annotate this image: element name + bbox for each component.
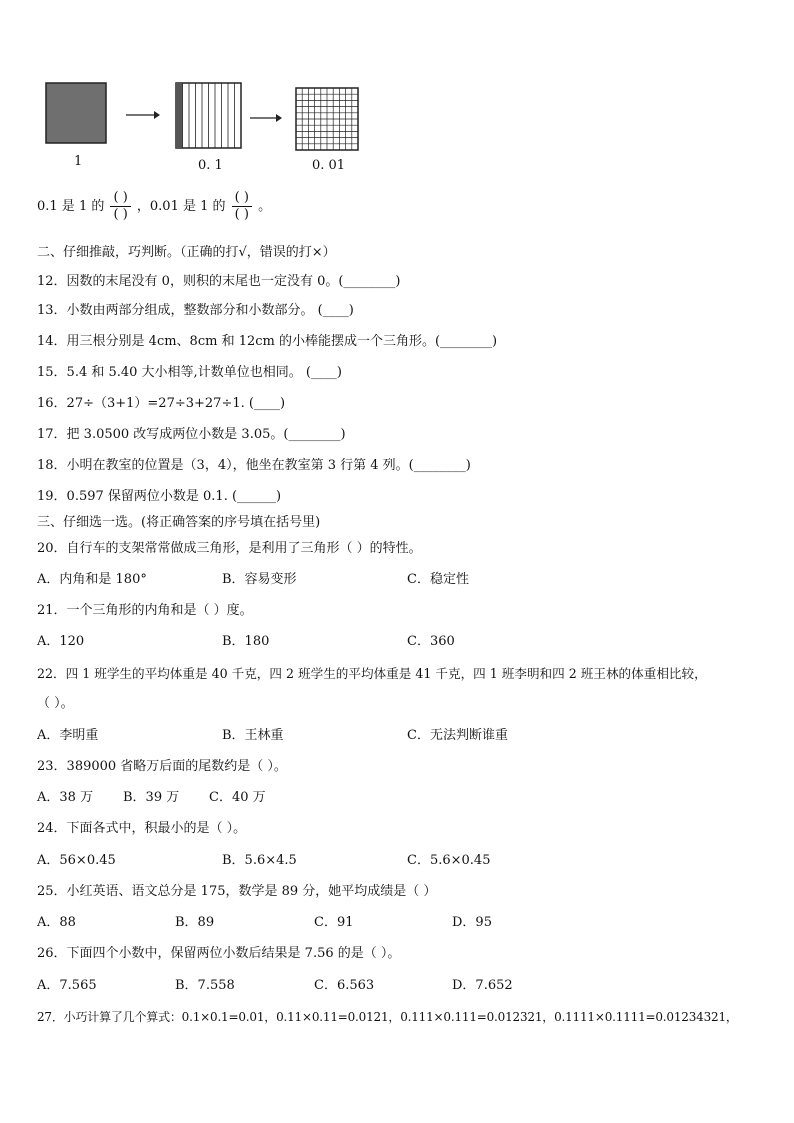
- option-a[interactable]: A．88: [37, 915, 76, 930]
- fraction-blank-1-denominator: ( ): [113, 207, 128, 222]
- question-23: 23．389000 省略万后面的尾数约是（ ）。: [37, 759, 287, 774]
- fraction-question-part2: ，0.01 是 1 的: [136, 199, 226, 214]
- option-b[interactable]: B．容易变形: [222, 572, 297, 587]
- section3-title: 三、仔细选一选。(将正确答案的序号填在括号里): [37, 515, 321, 530]
- option-b[interactable]: B．7.558: [175, 978, 235, 993]
- question-16: 16．27÷（3+1）=27÷3+27÷1. (____): [37, 396, 286, 411]
- question-13: 13．小数由两部分组成，整数部分和小数部分。 (____): [37, 303, 354, 318]
- fraction-blank-2[interactable]: [232, 190, 252, 223]
- question-18: 18．小明在教室的位置是（3，4），他坐在教室第 3 行第 4 列。(________): [37, 458, 471, 473]
- option-a[interactable]: A．内角和是 180°: [37, 572, 147, 587]
- option-b[interactable]: B．180: [222, 634, 270, 649]
- option-c[interactable]: C．6.563: [314, 978, 375, 993]
- question-26: 26．下面四个小数中，保留两位小数后结果是 7.56 的是（ ）。: [37, 946, 401, 961]
- option-d[interactable]: D．7.652: [452, 978, 513, 993]
- tenths-square: [176, 83, 241, 148]
- option-b[interactable]: B．5.6×4.5: [222, 853, 297, 868]
- question-15: 15．5.4 和 5.40 大小相等,计数单位也相同。 (____): [37, 365, 342, 380]
- question-14: 14．用三根分别是 4cm、8cm 和 12cm 的小棒能摆成一个三角形。(________): [37, 334, 498, 349]
- option-c[interactable]: C．5.6×0.45: [407, 853, 491, 868]
- option-c[interactable]: C．91: [314, 915, 354, 930]
- question-22-continuation: （ ）。: [37, 696, 74, 711]
- fraction-question-part1: 0.1 是 1 的: [37, 199, 105, 214]
- fraction-question-part3: 。: [258, 199, 272, 214]
- question-20: 20．自行车的支架常常做成三角形，是利用了三角形（ ）的特性。: [37, 541, 422, 556]
- fraction-question: [37, 190, 271, 224]
- fraction-blank-2-numerator: ( ): [232, 190, 252, 207]
- question-25: 25．小红英语、语文总分是 175，数学是 89 分，她平均成绩是（ ）: [37, 884, 437, 899]
- option-c[interactable]: C．稳定性: [407, 572, 469, 587]
- arrow-2-head: [276, 114, 282, 122]
- option-a[interactable]: A．56×0.45: [37, 853, 116, 868]
- option-b[interactable]: B．89: [175, 915, 215, 930]
- option-c[interactable]: C．40 万: [209, 790, 266, 805]
- arrow-1-head: [154, 111, 160, 119]
- whole-square: [46, 83, 106, 143]
- figure-label-3: 0. 01: [312, 158, 346, 173]
- option-a[interactable]: A．120: [37, 634, 85, 649]
- figure-label-1: 1: [74, 154, 83, 169]
- option-a[interactable]: A．李明重: [37, 728, 99, 743]
- section2-title: 二、仔细推敲，巧判断。（正确的打√，错误的打×）: [37, 245, 336, 260]
- fraction-blank-1-numerator: ( ): [110, 190, 130, 207]
- figure-label-2: 0. 1: [198, 158, 223, 173]
- question-12: 12．因数的末尾没有 0，则积的末尾也一定没有 0。(________): [37, 274, 401, 289]
- option-c[interactable]: C．360: [407, 634, 455, 649]
- option-c[interactable]: C．无法判断谁重: [407, 728, 508, 743]
- question-17: 17．把 3.0500 改写成两位小数是 3.05。(________): [37, 427, 346, 442]
- question-24: 24．下面各式中，积最小的是（ ）。: [37, 821, 247, 836]
- question-21: 21．一个三角形的内角和是（ ）度。: [37, 603, 253, 618]
- decimal-model-figure: [38, 78, 378, 178]
- option-a[interactable]: A．7.565: [37, 978, 97, 993]
- option-d[interactable]: D．95: [452, 915, 492, 930]
- question-19: 19．0.597 保留两位小数是 0.1. (______): [37, 489, 282, 504]
- question-27: 27．小巧计算了几个算式：0.1×0.1=0.01，0.11×0.11=0.0121，0.111×0.111=0.012321，0.1111×0.1111=0.01234321，: [37, 1010, 738, 1024]
- question-22: 22．四 1 班学生的平均体重是 40 千克，四 2 班学生的平均体重是 41 千克，四 1 班李明和四 2 班王林的体重相比较，: [37, 666, 707, 681]
- fraction-blank-1[interactable]: [110, 190, 130, 223]
- option-b[interactable]: B．王林重: [222, 728, 284, 743]
- fraction-blank-2-denominator: ( ): [234, 207, 249, 222]
- hundredths-grid: [296, 88, 358, 150]
- option-a[interactable]: A．38 万: [37, 790, 94, 805]
- option-b[interactable]: B．39 万: [123, 790, 180, 805]
